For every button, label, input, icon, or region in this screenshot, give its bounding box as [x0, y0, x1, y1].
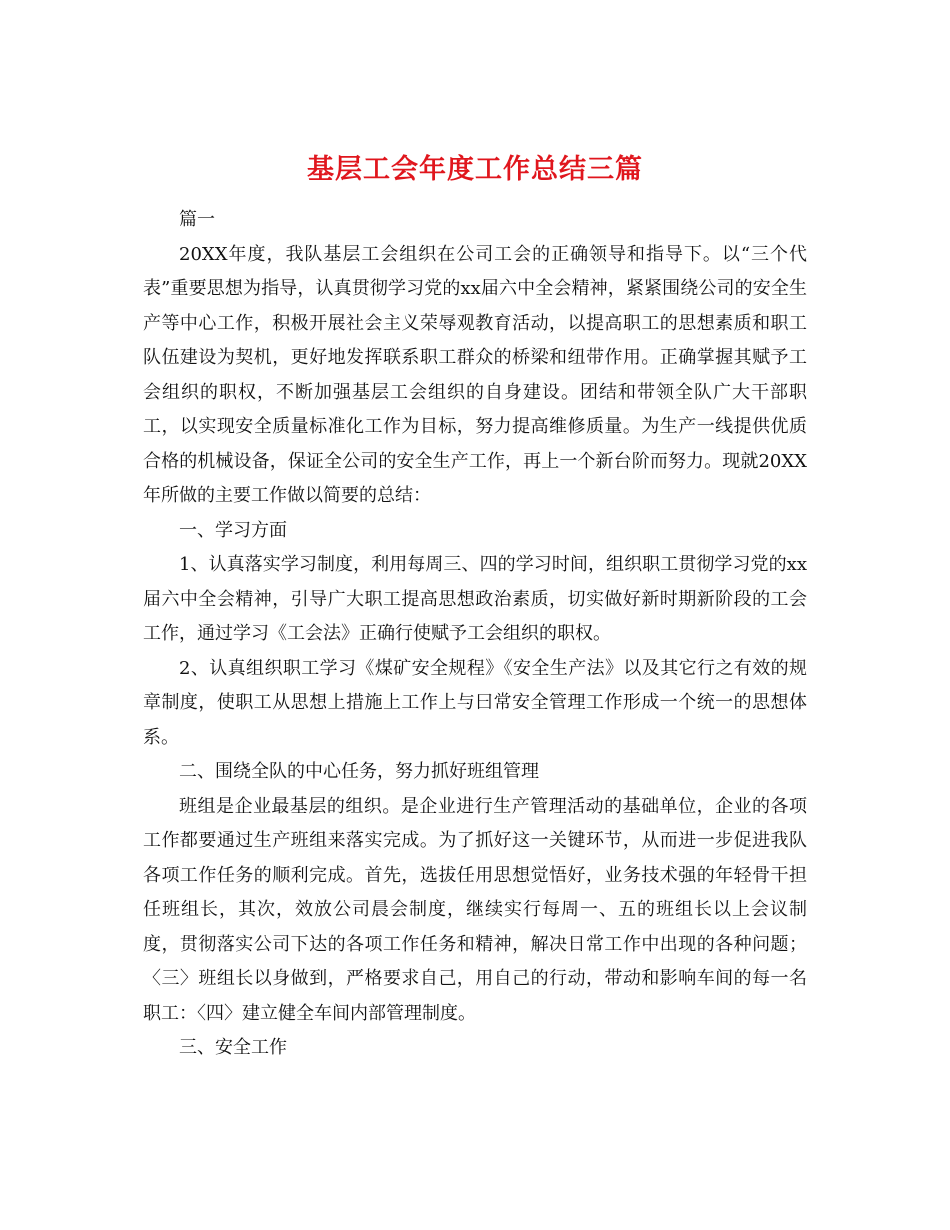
paragraph-team-management: 班组是企业最基层的组织。是企业进行生产管理活动的基础单位，企业的各项工作都要通过生产班组来落实完成。为了抓好这一关键环节，从而进一步促进我队各项工作任务的顺利完成。首先，选拔任用思想觉悟好，业务技术强的年轻骨干担任班组长，其次，效放公司晨会制度，继续实行每周一、五的班组长以上会议制度，贯彻落实公司下达的各项工作任务和精神，解决日常工作中出现的各种问题；〈三〉班组长以身做到，严格要求自己，用自己的行动，带动和影响车间的每一名职工：〈四〉建立健全车间内部管理制度。 [143, 795, 807, 1024]
paragraph-study-2: 2、认真组织职工学习《煤矿安全规程》《安全生产法》以及其它行之有效的规章制度，使职工从思想上措施上工作上与曰常安全管理工作形成一个统一的思想体系。 [143, 657, 807, 748]
paragraph-section-label: 篇一 [179, 209, 215, 230]
document-body [143, 203, 807, 1066]
paragraph-intro: 20XX年度，我队基层工会组织在公司工会的正确领导和指导下。以“三个代表”重要思想为指导，认真贯彻学习党的xx届六中全会精神，紧紧围绕公司的安全生产等中心工作，积极开展社会主义荣辱观教育活动，以提高职工的思想素质和职工队伍建设为契机，更好地发挥联系职工群众的桥梁和纽带作用。正确掌握其赋予工会组织的职权，不断加强基层工会组织的自身建设。团结和带领全队广大干部职工，以实现安全质量标准化工作为目标，努力提高维修质量。为生产一线提供优质合格的机械设备，保证全公司的安全生产工作，再上一个新台阶而努力。现就20XX年所做的主要工作做以简要的总结： [143, 243, 807, 506]
document-title: 基层工会年度工作总结三篇 [307, 154, 643, 186]
paragraph-study-1: 1、认真落实学习制度，利用每周三、四的学习时间，组织职工贯彻学习党的xx届六中全会精神，引导广大职工提高思想政治素质，切实做好新时期新阶段的工会工作，通过学习《工会法》正确行使赋予工会组织的职权。 [143, 554, 807, 644]
heading-study: 一、学习方面 [179, 519, 287, 541]
heading-safety: 三、安全工作 [179, 1037, 287, 1058]
heading-team-management: 二、围绕全队的中心任务，努力抓好班组管理 [179, 761, 539, 782]
